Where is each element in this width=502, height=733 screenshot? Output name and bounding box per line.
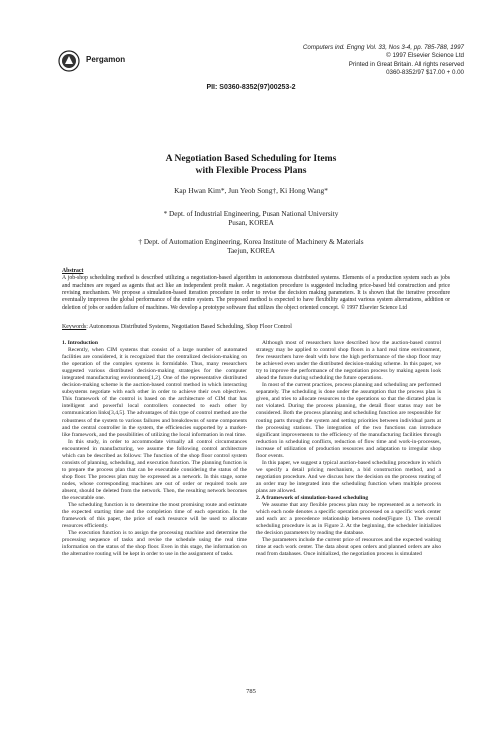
affiliation-1-line-2: Pusan, KOREA	[228, 219, 274, 228]
section-heading: 2. A framework of simulation-based scheduling	[256, 495, 369, 502]
right-column	[256, 340, 441, 558]
title-line-1: A Negotiation Based Scheduling for Items	[165, 153, 337, 164]
title-line-2: with Flexible Process Plans	[195, 165, 307, 176]
abstract-text: A job-shop scheduling method is described utilizing a negotiation-based algorithm in autonomous distributed systems. Elements of a production system such as jobs and machines are regard as agents that act like an independent profit maker. A negotiation procedure is suggested including price-based bid construction and price revising mechanism. We propose a simulation-based iteration procedure in order to revise the decision making parameters. It is shown that the iterative procedure eventually improves the global performance of the entire system. The proposed method is expected to have flexibility against various system alternations, addition or deletion of jobs or sudden failure of machines. We develop a prototype software that utilizes the object oriented concept. © 1997 Elsevier Science Ltd	[62, 275, 450, 311]
keywords-label: Keywords	[62, 324, 87, 330]
paragraph: In this study, in order to accommodate virtually all control circumstances encountered in manufacturing, we assume the following control architecture which can be described as follows: The function of the shop floor control system consists of planning, scheduling, and execution function. The planning function is to prepare the process plan that can be executable considering the status of the shop floor. The process plan may be expressed as a network. In this stage, some nodes, whose corresponding machines are out of order or required tools are absent, should be deleted from the network. Then, the resulting network becomes the executable one.	[62, 438, 247, 502]
affiliation-1-line-1: * Dept. of Industrial Engineering, Pusan National University	[163, 210, 339, 218]
paragraph: We assume that any flexible process plan may be represented as a network in which each node denotes a specific operation processed on a specific work center and each arc a precedence relationship between nodes(Figure 1). The overall scheduling procedure is as in Figure 2. At the beginning, the scheduler initializes the decision parameters by reading the database.	[256, 502, 441, 537]
left-column	[62, 340, 247, 558]
price-line: 0360-8352/97 $17.00 + 0.00	[386, 69, 464, 77]
paragraph: Recently, when CIM systems that consist of a large number of automated facilities are considered, it is recognized that the centralized decision-making on the operation of the complex systems is formidable. Thus, many researchers suggested various distributed decision-making strategies for the computer integrated manufacturing environment[1,2]. One of the representative distributed decision-making scheme is the auction-based control method in which interacting subsystems negotiate with each other in order to achieve their own objectives. This framework of the control is based on the architecture of CIM that has intelligent and powerful local controllers connected to each other by communication links[3,4,5]. The advantages of this type of control method are the robustness of the system to various failures and breakdowns of some components and the central controller in the system, the efficiencies supported by a market-like framework, and the possibilities of utilizing the local information in real time.	[62, 347, 247, 438]
abstract-heading: Abstract	[62, 268, 84, 274]
affiliation-2-line-1: † Dept. of Automation Engineering, Korea Institute of Machinery & Materials	[138, 238, 364, 246]
affiliation-2	[0, 238, 502, 257]
authors: Kap Hwan Kim*, Jun Yeob Song†, Ki Hong Wang*	[174, 186, 328, 195]
copyright-line: © 1997 Elsevier Science Ltd	[386, 52, 464, 60]
keywords	[62, 324, 462, 330]
citation-block	[303, 44, 464, 78]
abstract	[62, 268, 450, 312]
journal-line: Computers ind. Engng Vol. 33, Nos 3-4, pp. 785-788, 1997	[302, 44, 464, 51]
affiliation-1	[0, 210, 502, 229]
paragraph: Although most of researchers have described how the auction-based control strategy may be applied to control shop floors in a hard real time environment, few researchers have dealt with how the high performance of the shop floor may be achieved even under the distributed decision-making scheme. In this paper, we try to improve the performance of the negotiation process by making agents look ahead the future during scheduling the future operations.	[256, 340, 441, 382]
paragraph: The scheduling function is to determine the most promising route and estimate the expected starting time and the completion time of each operation. In the framework of this paper, the price of each resource will be used to allocate resources efficiently.	[62, 502, 247, 530]
keywords-text: : Autonomous Distributed Systems, Negotiation Based Scheduling, Shop Floor Control	[86, 324, 292, 330]
printed-line: Printed in Great Britain. All rights reserved	[348, 60, 464, 68]
paragraph: In most of the current practices, process planning and scheduling are performed separately. The scheduling is done under the assumption that the process plan is given, and tries to allocate resources to the operations so that the dictated plan is not violated. During the process planning, the detail floor status may not be considered. Both the process planning and scheduling function are responsible for routing parts through the system and setting priorities between individual parts at the processing stations. The integration of the two functions can introduce significant improvements to the efficiency of the manufacturing facilities through reduction in scheduling conflicts, reduction of flow time and work-in-processes, increase of utilization of production resources and adaptation to irregular shop floor events.	[256, 382, 441, 459]
section-heading: 1. Introduction	[62, 340, 98, 346]
affiliation-2-line-2: Taejun, KOREA	[227, 247, 275, 256]
pii-identifier: PII: S0360-8352(97)00253-2	[206, 84, 296, 91]
paragraph: The execution function is to assign the processing machine and determine the processing sequence of tasks and revise the schedule using the real time information on the status of the shop floor. Even in this stage, the information on the alternative routing will be kept in order to use in the assignment of tasks.	[62, 530, 247, 558]
paper-title	[0, 153, 502, 177]
publisher-name: Pergamon	[86, 55, 126, 64]
page-number: 785	[246, 688, 256, 695]
paragraph: In this paper, we suggest a typical auction-based scheduling procedure in which we specify a detail pricing mechanism, a bid construction method, and a negotiation procedure. And we discuss how the decision on the process routing of an order may be integrated into the scheduling function when multiple process plans are allowed.	[256, 459, 441, 494]
pergamon-logo-icon	[58, 50, 80, 72]
paragraph: The parameters include the current price of resources and the expected waiting time at each work center. The data about open orders and planned orders are also read from databases. Once initialized, the negotiation process is simulated	[256, 537, 441, 558]
